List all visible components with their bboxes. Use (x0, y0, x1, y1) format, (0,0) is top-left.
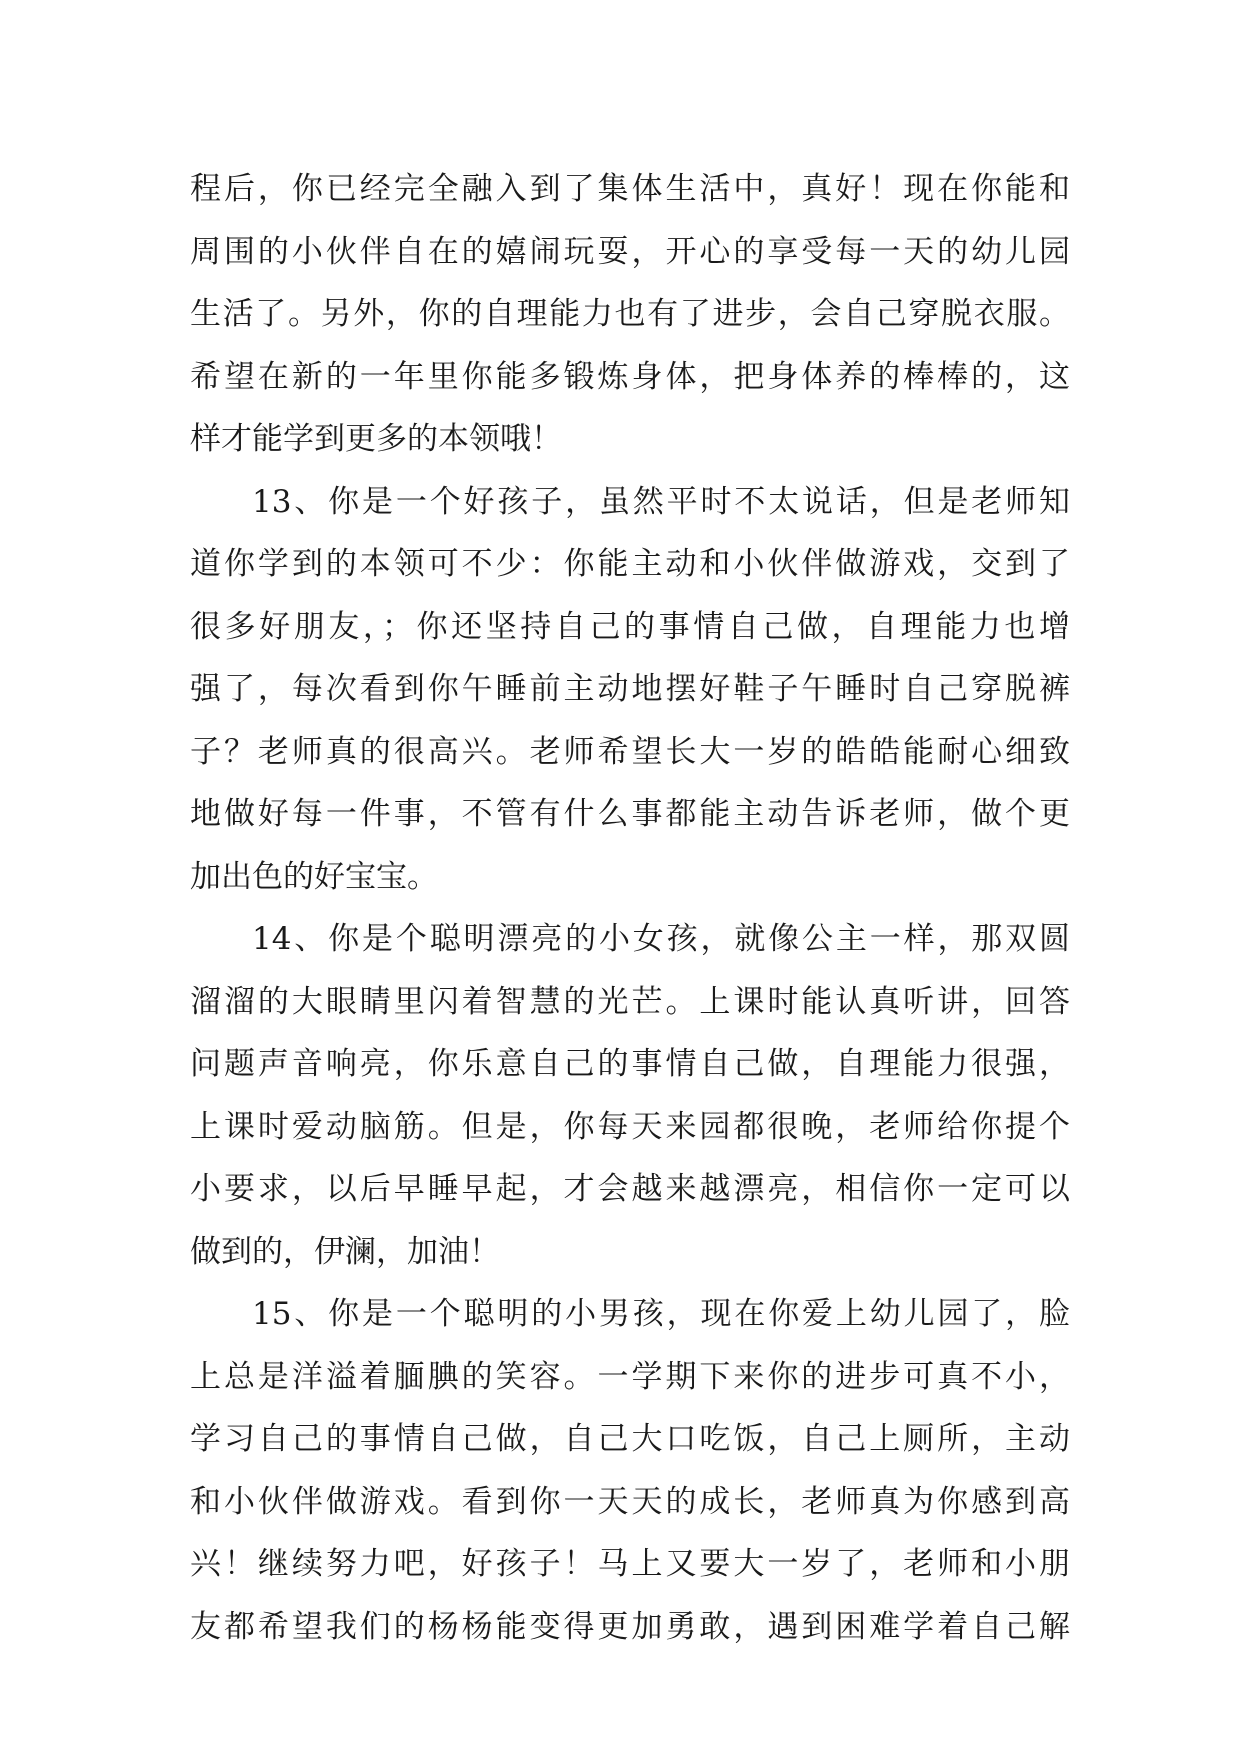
text-line: 上总是洋溢着腼腆的笑容。一学期下来你的进步可真不小， (190, 1358, 1070, 1395)
text-line: 程后，你已经完全融入到了集体生活中，真好！现在你能和 (190, 171, 1070, 207)
text-line: 地做好每一件事，不管有什么事都能主动告诉老师，做个更 (190, 796, 1070, 832)
text-line: 周围的小伙伴自在的嬉闹玩耍，开心的享受每一天的幼儿园 (190, 233, 1070, 270)
paragraph-continuation (190, 158, 1070, 471)
text-line: 子？老师真的很高兴。老师希望长大一岁的皓皓能耐心细致 (190, 733, 1070, 770)
text-line: 15、你是一个聪明的小男孩，现在你爱上幼儿园了，脸 (252, 1296, 1070, 1332)
text-line: 友都希望我们的杨杨能变得更加勇敢，遇到困难学着自己解 (190, 1608, 1070, 1645)
text-line: 问题声音响亮，你乐意自己的事情自己做，自理能力很强， (190, 1046, 1070, 1082)
text-line: 上课时爱动脑筋。但是，你每天来园都很晚，老师给你提个 (190, 1108, 1070, 1145)
text-line: 强了，每次看到你午睡前主动地摆好鞋子午睡时自己穿脱裤 (190, 671, 1070, 707)
document-body (190, 158, 1070, 1658)
paragraph-14 (190, 908, 1070, 1283)
text-line: 13、你是一个好孩子，虽然平时不太说话，但是老师知 (252, 483, 1070, 520)
text-line: 样才能学到更多的本领哦！ (190, 421, 562, 457)
paragraph-15 (190, 1283, 1070, 1658)
text-line: 希望在新的一年里你能多锻炼身体，把身体养的棒棒的，这 (190, 358, 1070, 395)
text-line: 兴！继续努力吧，好孩子！马上又要大一岁了，老师和小朋 (190, 1546, 1070, 1582)
text-line: 溜溜的大眼睛里闪着智慧的光芒。上课时能认真听讲，回答 (190, 983, 1070, 1020)
text-line: 生活了。另外，你的自理能力也有了进步，会自己穿脱衣服。 (190, 296, 1070, 332)
text-line: 道你学到的本领可不少：你能主动和小伙伴做游戏，交到了 (190, 546, 1070, 582)
text-line: 小要求，以后早睡早起，才会越来越漂亮，相信你一定可以 (190, 1171, 1070, 1207)
text-line: 学习自己的事情自己做，自己大口吃饭，自己上厕所，主动 (190, 1421, 1070, 1457)
text-line: 加出色的好宝宝。 (190, 858, 438, 895)
text-line: 很多好朋友，；你还坚持自己的事情自己做，自理能力也增 (190, 608, 1070, 645)
text-line: 和小伙伴做游戏。看到你一天天的成长，老师真为你感到高 (190, 1483, 1070, 1520)
paragraph-13 (190, 471, 1070, 909)
text-line: 做到的，伊澜，加油！ (190, 1233, 500, 1270)
text-line: 14、你是个聪明漂亮的小女孩，就像公主一样，那双圆 (252, 921, 1070, 957)
